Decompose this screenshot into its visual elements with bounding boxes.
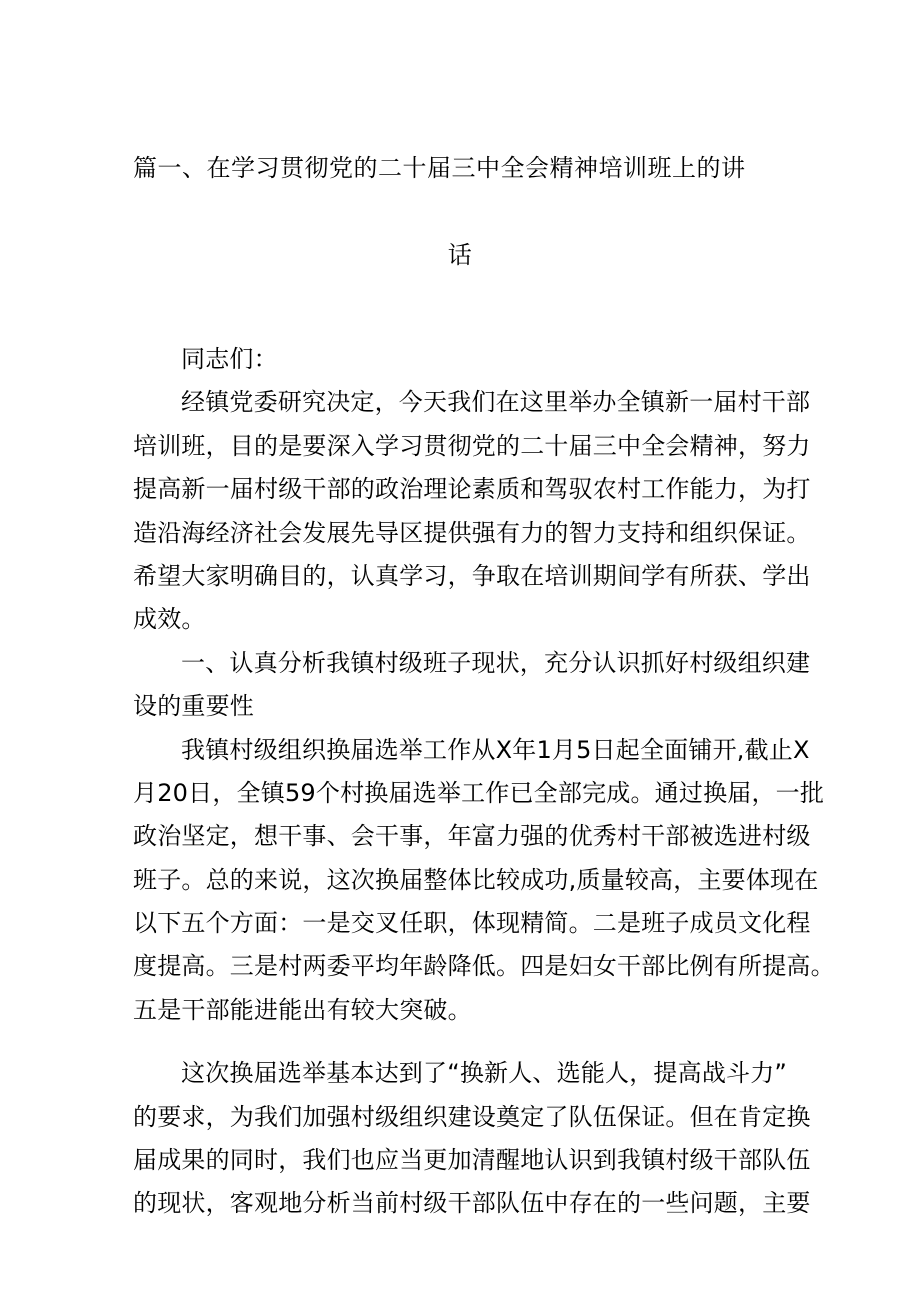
- document-body: [133, 338, 835, 1226]
- paragraph-line: 届成果的同时，我们也应当更加清醒地认识到我镇村级干部队伍: [133, 1146, 811, 1175]
- section-heading-line: 设的重要性: [133, 692, 254, 721]
- paragraph-line: 月20日，全镇59个村换届选举工作已全部完成。通过换届，一批: [133, 778, 825, 807]
- paragraph-line: 这次换届选举基本达到了“换新人、选能人，提高战斗力”: [181, 1059, 788, 1088]
- paragraph-line: 的现状，客观地分析当前村级干部队伍中存在的一些问题，主要: [133, 1189, 811, 1218]
- document-title-line-1: 篇一、在学习贯彻党的二十届三中全会精神培训班上的讲: [133, 154, 746, 182]
- paragraph-line: 以下五个方面：一是交叉任职，体现精简。二是班子成员文化程: [133, 909, 811, 938]
- section-heading-1: [133, 642, 811, 729]
- paragraph-line: 政治坚定，想干事、会干事，年富力强的优秀村干部被选进村级: [133, 822, 811, 851]
- paragraph-line: 希望大家明确目的，认真学习，争取在培训期间学有所获、学出: [133, 561, 811, 590]
- paragraph-1: [133, 381, 811, 641]
- paragraph-2: [133, 729, 835, 1033]
- paragraph-line: 培训班，目的是要深入学习贯彻党的二十届三中全会精神，努力: [133, 431, 811, 460]
- salutation: 同志们：: [181, 345, 278, 373]
- document-title-line-2: 话: [447, 241, 473, 269]
- section-heading-line: 一、认真分析我镇村级班子现状，充分认识抓好村级组织建: [181, 648, 811, 677]
- paragraph-line: 提高新一届村级干部的政治理论素质和驾驭农村工作能力，为打: [133, 475, 811, 504]
- paragraph-line: 班子。总的来说，这次换届整体比较成功,质量较高，主要体现在: [133, 865, 819, 894]
- paragraph-line: 的要求，为我们加强村级组织建设奠定了队伍保证。但在肯定换: [133, 1102, 811, 1131]
- paragraph-spacer: [133, 1032, 793, 1052]
- paragraph-line: 造沿海经济社会发展先导区提供强有力的智力支持和组织保证。: [133, 518, 811, 547]
- paragraph-line: 成效。: [133, 605, 206, 634]
- paragraph-line: 度提高。三是村两委平均年龄降低。四是妇女干部比例有所提高。: [133, 952, 835, 981]
- paragraph-line: 五是干部能进能出有较大突破。: [133, 995, 472, 1024]
- paragraph-line: 我镇村级组织换届选举工作从X年1月5日起全面铺开,截止X: [181, 735, 810, 764]
- paragraph-3: [133, 1052, 811, 1226]
- paragraph-line: 经镇党委研究决定，今天我们在这里举办全镇新一届村干部: [181, 388, 811, 417]
